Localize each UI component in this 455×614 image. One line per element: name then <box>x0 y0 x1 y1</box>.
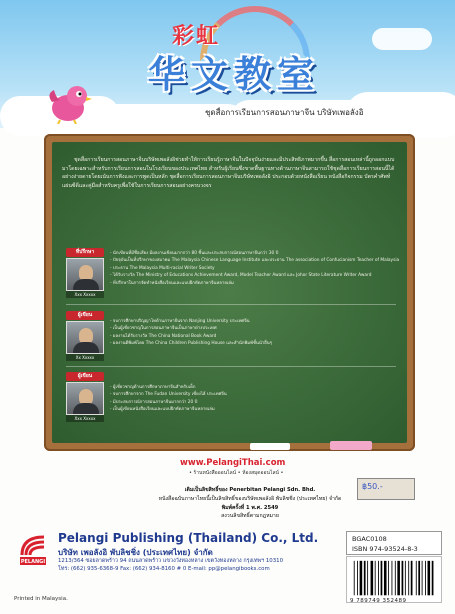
author-bio-item: - มีประสบการณ์การสอนภาษาจีนมากกว่า 20 ปี <box>110 399 410 406</box>
pelangi-logo-icon <box>20 533 46 565</box>
author-bio-item: - ผลงานตีพิมพ์โดย The China Children Publishing House และสำนักพิมพ์ชั้นนำอื่นๆ <box>110 340 410 347</box>
author-role-tag: ผู้เขียน <box>66 372 104 381</box>
barcode-bar <box>405 561 406 595</box>
eraser-pink <box>330 441 372 450</box>
series-logo-main: 华文教室 <box>148 53 320 96</box>
author-name: Xx Xxxxx <box>66 354 104 361</box>
author-name: Xxx Xxxxx <box>66 415 104 422</box>
barcode-bar <box>395 561 396 595</box>
barcode-bar <box>428 561 431 595</box>
cloud-shape <box>372 28 432 50</box>
website-tagline: • ร้านหนังสือออนไลน์ • ห้องสมุดออนไลน์ • <box>189 470 284 476</box>
contact-line: โทร: (662) 935-6368-9 Fax: (662) 934-8160 # 0 E-mail: pp@pelangibooks.com <box>58 565 270 572</box>
author-role-tag: ผู้เขียน <box>66 311 104 320</box>
series-subtitle: ชุดสื่อการเรียนการสอนภาษาจีน บริษัทเพอลังอิ <box>205 108 364 117</box>
barcode-bar <box>371 561 374 595</box>
barcode-bar <box>378 561 379 595</box>
pub-info-line: หนังสือฉบับภาษาไทยนี้เป็นลิขสิทธิ์ของบริษัทเพอลังอิ พับลิชชิ่ง (ประเทศไทย) จำกัด <box>158 495 342 502</box>
author-name: Xxx Xxxxx <box>66 291 104 298</box>
barcode-bar <box>397 561 400 595</box>
website-url[interactable]: www.PelangiThai.com <box>180 458 286 468</box>
barcode-bar <box>422 561 423 595</box>
author-bio-list <box>110 250 410 287</box>
barcode-number: 9 789749 352489 <box>350 598 407 604</box>
author-role-tag: ที่ปรึกษา <box>66 248 104 257</box>
author-bio-item: - ที่ปรึกษาในการจัดทำหนังสือเรียนและแบบฝึกหัดภาษาจีนหลายเล่ม <box>110 280 410 287</box>
publication-info <box>150 486 350 521</box>
barcode-bar <box>388 561 389 595</box>
isbn-number: ISBN 974-93524-8-3 <box>352 545 418 553</box>
barcode-bar <box>402 561 404 595</box>
barcode-bar <box>418 561 420 595</box>
printed-in: Printed in Malaysia. <box>14 596 68 602</box>
barcode-bar <box>384 561 387 595</box>
chalk-white <box>250 443 290 450</box>
author-bio-item: - ผู้เชี่ยวชาญด้านการศึกษาภาษาจีนสำหรับเด็ก <box>110 384 410 391</box>
author-bio-list <box>110 318 410 348</box>
mascot-bird-icon <box>46 80 92 124</box>
barcode-bar <box>357 561 358 595</box>
author-bio-item: - เป็นผู้เชี่ยวชาญในการสอนภาษาจีนเป็นภาษาต่างประเทศ <box>110 325 410 332</box>
barcode-bar <box>367 561 368 595</box>
pub-info-line: พิมพ์ครั้งที่ 1 พ.ศ. 2549 <box>221 504 279 511</box>
barcode-bar <box>408 561 409 595</box>
price-sticker: ฿50.- <box>357 478 415 500</box>
barcode-bar <box>416 561 417 595</box>
author-bio-item: - เป็นผู้เขียนหนังสือเรียนและแบบฝึกหัดภาษาจีนหลายเล่ม <box>110 406 410 413</box>
author-bio-item: - ประธาน The Malaysia Multi-racial Writer Society <box>110 265 410 272</box>
barcode-bar <box>364 561 366 595</box>
author-bio-item: - จบการศึกษาจาก The Fudan University เซี่ยงไฮ้ ประเทศจีน <box>110 391 410 398</box>
barcode-image <box>346 556 442 603</box>
barcode-bar <box>392 561 393 595</box>
author-photo <box>66 382 104 415</box>
barcode-bar <box>360 561 363 595</box>
isbn-box <box>346 531 442 555</box>
divider <box>66 304 396 305</box>
series-logo-top: 彩虹 <box>172 24 221 49</box>
address-line: 1213/364 ซอยลาดพร้าว 94 ถนนลาดพร้าว แขวงวังทองหลาง เขตวังทองหลาง กรุงเทพฯ 10310 <box>58 558 283 564</box>
author-bio-list <box>110 384 410 414</box>
author-bio-item: - ปัจจุบันเป็นที่ปรึกษาของสมาคม The Malaysia Chinese Language Institute และประธาน The association of Confucianism Teacher of Malaysia <box>110 257 410 264</box>
divider <box>66 366 396 367</box>
book-code: BGAC0108 <box>352 535 387 543</box>
publisher-name: Pelangi Publishing (Thailand) Co., Ltd. <box>58 531 319 545</box>
author-bio-item: - จบการศึกษาปริญญาโทด้านภาษาจีนจาก Nanjing University ประเทศจีน <box>110 318 410 325</box>
barcode-bar <box>381 561 383 595</box>
pub-info-line: เดิมเป็นลิขสิทธิ์ของ Penerbitan Pelangi Sdn. Bhd. <box>184 487 316 493</box>
barcode-bar <box>411 561 413 595</box>
author-bio-item: - นักเขียนที่มีชื่อเสียง มีผลงานเขียนมากกว่า 80 ชิ้นและประสบการณ์สอนภาษาจีนกว่า 30 ปี <box>110 250 410 257</box>
author-photo <box>66 258 104 291</box>
barcode-bar <box>375 561 376 595</box>
author-bio-item: - ได้รับรางวัล The Ministry of Educations Achievement Award, Model Teacher Award และ Johor State Literature Writer Award <box>110 272 410 279</box>
pub-info-line: สงวนลิขสิทธิ์ตามกฎหมาย <box>221 513 279 520</box>
publisher-address <box>58 558 338 573</box>
barcode-bar <box>354 561 355 595</box>
logo-text: PELANGI <box>20 559 46 565</box>
barcode-bar <box>425 561 426 595</box>
barcode-bar <box>432 561 434 595</box>
author-bio-item: - ผลงานได้รับรางวัล The China National Book Award <box>110 333 410 340</box>
series-description: ชุดสื่อการเรียนการสอนภาษาจีนบริษัทเพอลังอิช่วยทำให้การเรียนรู้ภาษาจีนในปัจจุบันง่ายและมีประสิทธิภาพมากขึ้น สื่อการสอนเหล่านี้ถูกออกแบบมาโดยเฉพาะสำหรับการเรียนการสอนในโรงเรียนของประเทศไทย สำหรับผู้เรียนซึ่งขาดพื้นฐานทางด้านภาษาจีนสามารถใช้ชุดสื่อการเรียนการสอนนี้ได้อย่างง่ายดายโดยเน้นการฟังและการพูดเป็นหลัก ชุดสื่อการเรียนการสอนภาษาจีนบริษัทเพอลังอิ ประกอบด้วยหนังสือเรียน หนังสือกิจกรรม บัตรคำศัพท์ แผ่นซีดีและคู่มือสำหรับครูเพื่อใช้ในการเรียนการสอนอย่างครบวงจร <box>62 157 395 189</box>
author-photo <box>66 321 104 354</box>
publisher-name-thai: บริษัท เพอลังอิ พับลิชชิ่ง (ประเทศไทย) จำกัด <box>58 548 213 557</box>
